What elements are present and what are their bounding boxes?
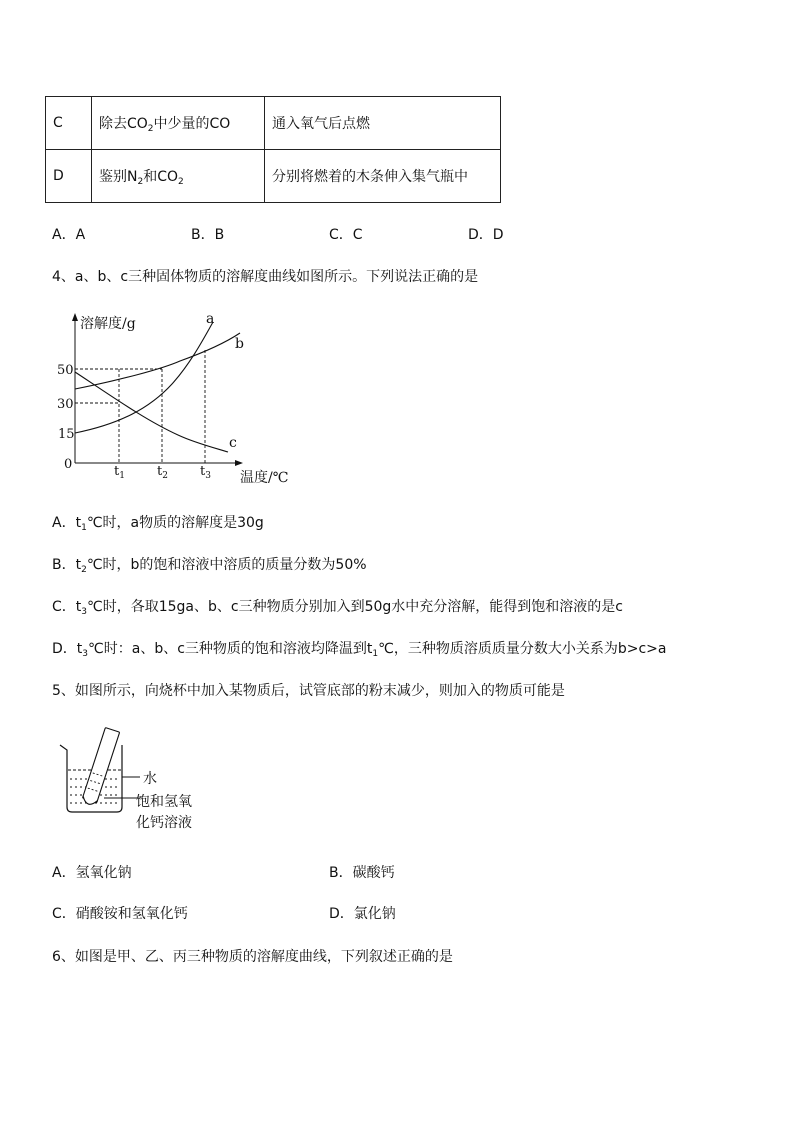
q3-option-d: D．D bbox=[468, 227, 504, 243]
table-row bbox=[46, 97, 501, 150]
label-solution-2: 化钙溶液 bbox=[136, 815, 192, 831]
row-method: 通入氧气后点燃 bbox=[265, 97, 501, 150]
curve-b bbox=[75, 333, 240, 389]
q3-option-a: A．A bbox=[52, 227, 86, 243]
y-tick-15: 15 bbox=[58, 427, 75, 442]
q5-stem: 5、如图所示，向烧杯中加入某物质后，试管底部的粉末减少，则加入的物质可能是 bbox=[52, 683, 565, 699]
solubility-chart bbox=[48, 305, 298, 490]
options-table bbox=[45, 96, 501, 203]
q5-option-b: B．碳酸钙 bbox=[329, 865, 395, 881]
q5-option-d: D．氯化钠 bbox=[329, 906, 396, 922]
row-method: 分别将燃着的木条伸入集气瓶中 bbox=[265, 150, 501, 203]
x-axis-label: 温度/℃ bbox=[240, 470, 289, 486]
label-water: 水 bbox=[143, 771, 157, 787]
row-letter: D bbox=[46, 150, 92, 203]
q4-option-d: D．$t_3℃$时：a、b、c三种物质的饱和溶液均降温到$t_1℃$，三种物质溶质质量分数大小关系为b>c>a bbox=[52, 641, 667, 659]
q3-option-b: B．B bbox=[191, 227, 225, 243]
series-label-c: c bbox=[229, 435, 237, 451]
q3-option-c: C．C bbox=[329, 227, 363, 243]
y-tick-30: 30 bbox=[57, 397, 74, 412]
row-item: 除去$CO_2$中少量的CO bbox=[92, 97, 265, 150]
q6-stem: 6、如图是甲、乙、丙三种物质的溶解度曲线，下列叙述正确的是 bbox=[52, 949, 453, 965]
y-tick-0: 0 bbox=[64, 457, 73, 472]
y-axis-arrow bbox=[72, 313, 78, 321]
series-label-b: b bbox=[235, 336, 244, 352]
x-tick-t3: $t_3$ bbox=[200, 464, 211, 481]
x-tick-t1: $t_1$ bbox=[114, 464, 125, 481]
label-solution-1: 饱和氢氧 bbox=[136, 794, 192, 810]
q5-option-a: A．氢氧化钠 bbox=[52, 865, 132, 881]
y-axis-label: 溶解度/g bbox=[80, 316, 136, 332]
x-axis-arrow bbox=[235, 460, 243, 466]
row-item: 鉴别$N_2$和$CO_2$ bbox=[92, 150, 265, 203]
q4-option-b: B．$t_2℃$时，b的饱和溶液中溶质的质量分数为50% bbox=[52, 557, 367, 575]
q5-option-c: C．硝酸铵和氢氧化钙 bbox=[52, 906, 188, 922]
q4-stem: 4、a、b、c三种固体物质的溶解度曲线如图所示。下列说法正确的是 bbox=[52, 269, 479, 285]
table-row bbox=[46, 150, 501, 203]
q4-option-c: C．$t_3℃$时，各取15ga、b、c三种物质分别加入到50g水中充分溶解，能得到饱和溶液的是c bbox=[52, 599, 623, 617]
y-tick-50: 50 bbox=[57, 363, 74, 378]
row-letter: C bbox=[46, 97, 92, 150]
q4-option-a: A．$t_1℃$时，a物质的溶解度是30g bbox=[52, 515, 264, 533]
series-label-a: a bbox=[206, 311, 215, 327]
x-tick-t2: $t_2$ bbox=[157, 464, 168, 481]
